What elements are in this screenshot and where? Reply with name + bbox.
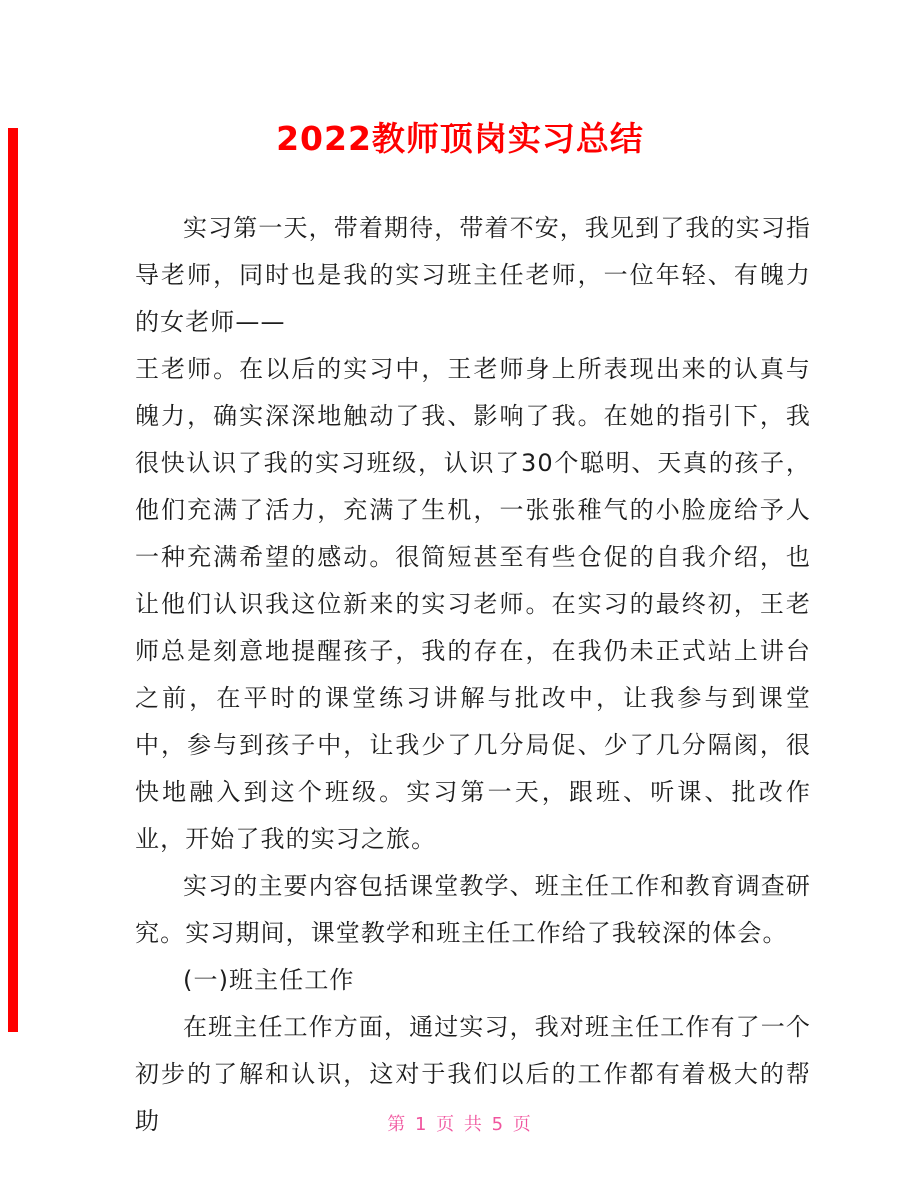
body-paragraph: 王老师。在以后的实习中，王老师身上所表现出来的认真与魄力，确实深深地触动了我、影响了我。在她的指引下，我很快认识了我的实习班级，认识了30个聪明、天真的孩子，他们充满了活力，充满了生机，一张张稚气的小脸庞给予人一种充满希望的感动。很简短甚至有些仓促的自我介绍，也让他们认识我这位新来的实习老师。在实习的最终初，王老师总是刻意地提醒孩子，我的存在，在我仍未正式站上讲台之前，在平时的课堂练习讲解与批改中，让我参与到课堂中，参与到孩子中，让我少了几分局促、少了几分隔阂，很快地融入到这个班级。实习第一天，跟班、听课、批改作业，开始了我的实习之旅。 xyxy=(135,355,811,853)
page-number-footer: 第 1 页 共 5 页 xyxy=(387,1114,533,1135)
red-margin-bar xyxy=(8,128,18,1032)
body-paragraph: 实习第一天，带着期待，带着不安，我见到了我的实习指导老师，同时也是我的实习班主任老师，一位年轻、有魄力的女老师—— xyxy=(135,214,811,336)
document-body xyxy=(135,205,811,1145)
document-title: 2022教师顶岗实习总结 xyxy=(276,119,644,158)
body-paragraph: 在班主任工作方面，通过实习，我对班主任工作有了一个初步的了解和认识，这对于我们以后的工作都有着极大的帮助 xyxy=(135,1013,811,1135)
section-heading: (一)班主任工作 xyxy=(183,966,355,994)
body-paragraph: 实习的主要内容包括课堂教学、班主任工作和教育调查研究。实习期间，课堂教学和班主任工作给了我较深的体会。 xyxy=(135,872,811,947)
